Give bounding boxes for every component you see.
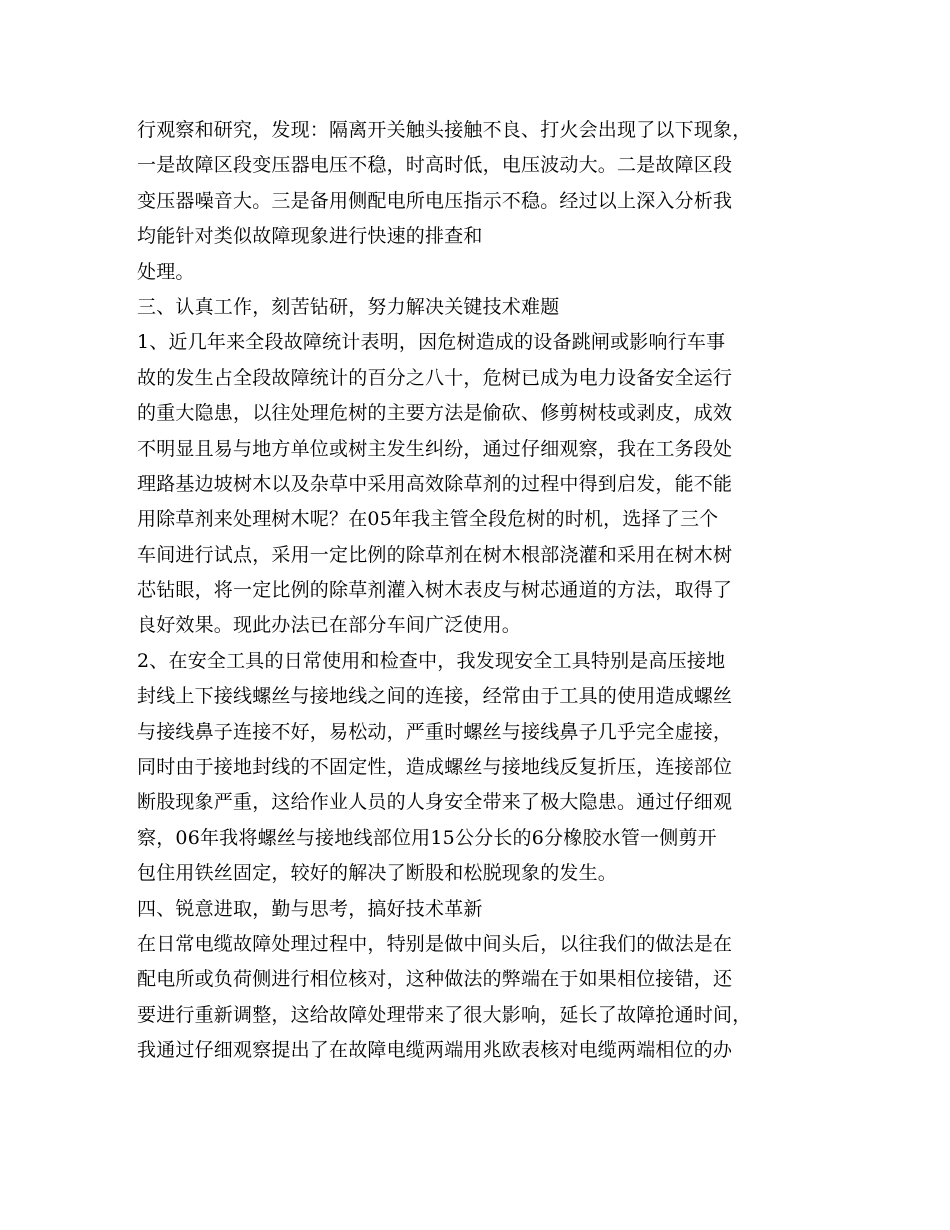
text-line: 1、近几年来全段故障统计表明，因危树造成的设备跳闸或影响行车事 [137,331,726,354]
text-line: 车间进行试点，采用一定比例的除草剂在树木根部浇灌和采用在树木树 [137,543,733,566]
text-line: 2、在安全工具的日常使用和检查中，我发现安全工具特别是高压接地 [137,649,726,672]
text-line: 芯钻眼，将一定比例的除草剂灌入树木表皮与树芯通道的方法，取得了 [137,579,733,602]
text-line: 一是故障区段变压器电压不稳，时高时低，电压波动大。二是故障区段 [137,154,733,177]
text-line: 的重大隐患，以往处理危树的主要方法是偷砍、修剪树枝或剥皮，成效 [137,402,733,425]
document-body [137,113,837,1069]
text-line: 在日常电缆故障处理过程中，特别是做中间头后，以往我们的做法是在 [137,932,733,955]
text-line: 故的发生占全段故障统计的百分之八十，危树已成为电力设备安全运行 [137,366,733,389]
text-line: 理路基边坡树木以及杂草中采用高效除草剂的过程中得到启发，能不能 [137,472,733,495]
text-line: 包住用铁丝固定，较好的解决了断股和松脱现象的发生。 [137,862,618,885]
text-line: 同时由于接地封线的不固定性，造成螺丝与接地线反复折压，连接部位 [137,756,733,779]
text-line: 均能针对类似故障现象进行快速的排查和 [137,225,483,248]
text-line: 用除草剂来处理树木呢？在05年我主管全段危树的时机，选择了三个 [137,508,719,531]
text-line: 与接线鼻子连接不好，易松动，严重时螺丝与接线鼻子几乎完全虚接， [137,720,733,743]
text-line: 封线上下接线螺丝与接地线之间的连接，经常由于工具的使用造成螺丝 [137,685,733,708]
text-line: 我通过仔细观察提出了在故障电缆两端用兆欧表核对电缆两端相位的办 [137,1039,733,1062]
text-line: 行观察和研究，发现：隔离开关触头接触不良、打火会出现了以下现象， [137,119,752,141]
section-heading: 三、认真工作，刻苦钻研，努力解决关键技术难题 [137,295,560,318]
text-line: 处理。 [137,260,195,283]
text-line: 变压器噪音大。三是备用侧配电所电压指示不稳。经过以上深入分析我 [137,189,733,212]
text-line: 良好效果。现此办法已在部分车间广泛使用。 [137,614,522,637]
text-line: 察，06年我将螺丝与接地线部位用15公分长的6分橡胶水管一侧剪开 [137,826,717,849]
text-line: 断股现象严重，这给作业人员的人身安全带来了极大隐患。通过仔细观 [137,791,733,814]
section-heading: 四、锐意进取，勤与思考，搞好技术革新 [137,897,483,920]
text-line: 配电所或负荷侧进行相位核对，这种做法的弊端在于如果相位接错，还 [137,968,733,991]
text-line: 不明显且易与地方单位或树主发生纠纷，通过仔细观察，我在工务段处 [137,437,733,460]
text-line: 要进行重新调整，这给故障处理带来了很大影响，延长了故障抢通时间， [137,1003,752,1026]
